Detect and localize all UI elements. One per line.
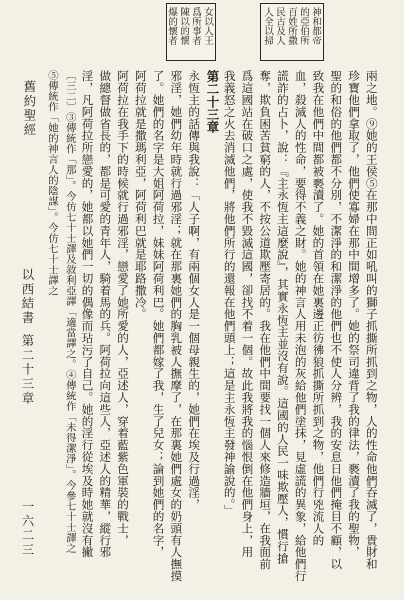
text-body bbox=[46, 70, 379, 582]
chapter-label: 第二十三章 bbox=[20, 334, 35, 406]
text-column: 致我在他們中間都被褻瀆了。她的首領在她裏邊正彷彿狼抓撕所抓到之物，他們行兇流人的 bbox=[311, 70, 326, 546]
text-column: 爲這國站在破口之處，使我不毀滅這國，卻找不着一個。故此我將我的惱恨倒在他們身上，用 bbox=[240, 70, 255, 558]
text-column: 阿荷拉就是撒瑪利亞，阿荷利巴就是耶路撒冷。 bbox=[133, 70, 148, 320]
text-column: 謊詐的占卜，說：『主永恆主這麼說』，其實永恆主並沒有說。這國的人民一味欺壓人，慣行搶 bbox=[275, 70, 290, 564]
header-box-left-line: 爲所事者 bbox=[190, 7, 201, 46]
text-column: 永恆主的話傳與我說：「人子啊，有兩個女人是一個母親生的，她們在埃及行過淫， bbox=[187, 70, 202, 511]
text-column: 聖的和俗的他們都不分別，不潔淨的和潔淨的他們也不使人分辨，我的安息日他們掩目不顧，以 bbox=[329, 70, 344, 570]
text-column: 我義怒之火去消滅他們，將他們所行的還報在他們頭上；這是主永恆主發神諭說的。」 bbox=[222, 70, 237, 517]
header-box-right-line: 民古及人 bbox=[274, 7, 285, 46]
header-box-left bbox=[166, 3, 216, 61]
text-column: 淫，凡阿荷拉所戀愛的，她都以她們一切的偶像而玷污了自己。她的淫行從埃及時她就沒有撇 bbox=[80, 70, 95, 558]
text-column: 珍寶他們拿取了，他們使寡婦在那中間增多了。她的祭司違背了我的律法，褻瀆了我的聖物， bbox=[347, 70, 362, 558]
text-column: 了。她們的名字是大姐阿荷拉，妹妹阿荷利巴。她們都嫁了我，生了兒女；論到她們的名字， bbox=[151, 70, 166, 558]
text-column: 兩之地。⑨她的王侯⑤在那中間正如吼叫的獅子抓撕所抓到之物，人的性命他們吞滅了，貴財和 bbox=[364, 70, 379, 570]
footnote: ⑤傳統作「她的神言人的陰謀」。今仿七十士譯之 bbox=[46, 70, 58, 296]
text-column: 奪，欺負困苦貧窮的人，不按公道欺壓寄居的。我在他們中間要找一個人來修造牆垣，在我面前 bbox=[258, 70, 273, 570]
header-box-left-line: 爆的懷者 bbox=[166, 7, 177, 46]
chapter-heading: 第二十三章 bbox=[204, 70, 220, 134]
header-box-right-line: 神和都帝 bbox=[310, 7, 321, 46]
header-box-right bbox=[260, 3, 324, 61]
header-box-right-line: 的亞伯所 bbox=[298, 7, 309, 46]
page-number: 一六二三 bbox=[20, 500, 35, 558]
text-column: 血，殺滅人的性命，要得不義之財。她的神言人用未泡的灰給他們塗抹，見虛謊的異象，給他們行 bbox=[293, 70, 308, 582]
footnote: 〔三二〕③傳統作「那」。今仿七十士譯及敘利亞譯「適當譯之。④傳統作「未得潔淨」。今參七十士譯之 bbox=[63, 70, 76, 554]
book-title: 舊約聖經 bbox=[22, 80, 37, 138]
header-box-right-line: 人全以掃 bbox=[262, 7, 273, 46]
text-column: 邪淫，她們幼年時就行過邪淫；就在那裏她們的胸乳被人撫摩了，在那裏她們處女的奶頭有人撫摸 bbox=[169, 70, 184, 582]
text-column: 做總督做省長的，都是可愛的青年人，騎着馬的兵。阿荷拉向這些人，亞述人的精華，縱行邪 bbox=[98, 70, 113, 558]
book-name: 以西結書 bbox=[20, 268, 35, 326]
header-box-left-line: 陳以的懷 bbox=[178, 7, 189, 46]
header-box-left-line: 女以人王 bbox=[202, 7, 213, 46]
text-column: 阿荷拉在我手下的時候就行過邪淫，戀愛了她所愛的人，亞述人，穿着藍紫色軍裝的戰士， bbox=[116, 70, 131, 546]
header-box-right-line: 百姓所撒 bbox=[286, 7, 297, 46]
